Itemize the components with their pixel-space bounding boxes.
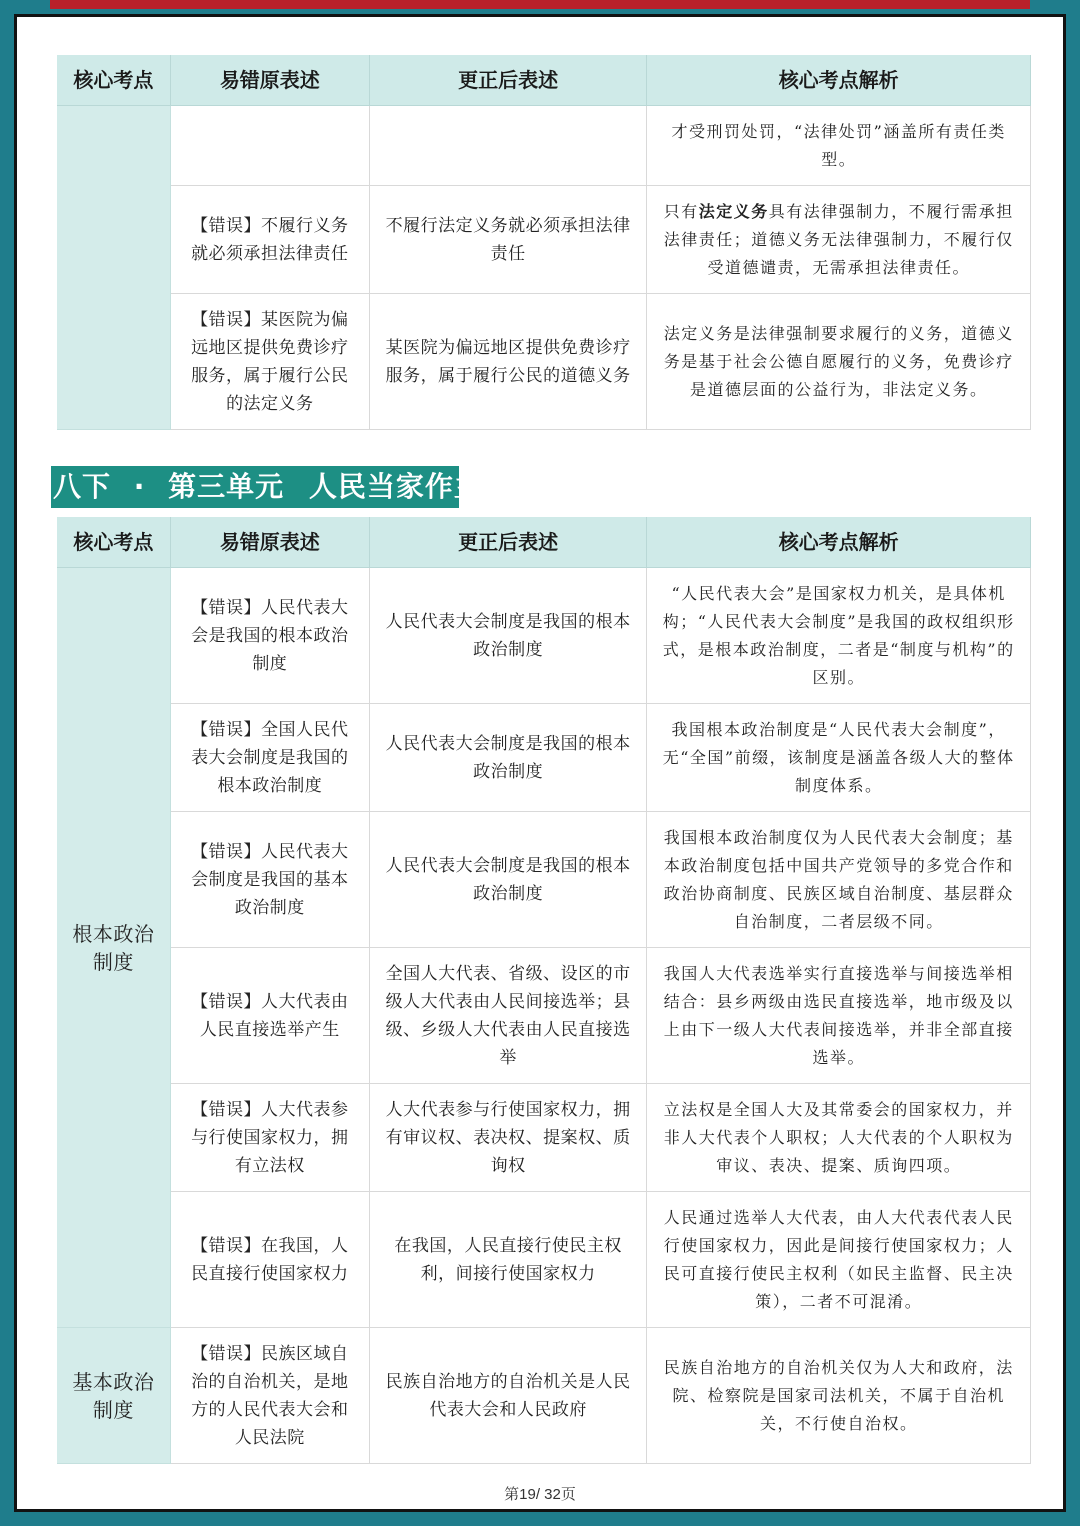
wrong-cell: 【错误】人民代表大会制度是我国的基本政治制度 — [170, 812, 369, 948]
correct-cell: 人民代表大会制度是我国的根本政治制度 — [369, 812, 646, 948]
analysis-emphasis: 法定义务 — [698, 201, 769, 221]
correct-cell: 不履行法定义务就必须承担法律责任 — [369, 186, 646, 294]
keypoint-fundamental-system: 根本政治制度 — [57, 568, 170, 1328]
section-unit-title: 人民当家作主 — [308, 470, 483, 503]
header-keypoint: 核心考点 — [57, 55, 170, 106]
table-header-row — [57, 517, 1031, 568]
header-analysis: 核心考点解析 — [647, 55, 1031, 106]
table-row — [57, 1192, 1031, 1328]
table-row — [57, 294, 1031, 430]
analysis-cell: 我国根本政治制度仅为人民代表大会制度；基本政治制度包括中国共产党领导的多党合作和政治协商制度、民族区域自治制度、基层群众自治制度，二者层级不同。 — [647, 812, 1031, 948]
header-analysis: 核心考点解析 — [647, 517, 1031, 568]
analysis-text: 只有 — [663, 201, 699, 221]
wrong-cell — [170, 106, 369, 186]
correct-cell: 人民代表大会制度是我国的根本政治制度 — [369, 568, 646, 704]
table-row — [57, 812, 1031, 948]
page-number: 第19/ 32页 — [504, 1486, 576, 1503]
top-accent-bar — [50, 0, 1030, 9]
table-row — [57, 186, 1031, 294]
wrong-cell: 【错误】民族区域自治的自治机关，是地方的人民代表大会和人民法院 — [170, 1328, 369, 1464]
wrong-cell: 【错误】某医院为偏远地区提供免费诊疗服务，属于履行公民的法定义务 — [170, 294, 369, 430]
keypoint-basic-system: 基本政治制度 — [57, 1328, 170, 1464]
table-people-as-masters — [57, 517, 1031, 1464]
analysis-cell — [647, 186, 1031, 294]
header-wrong: 易错原表述 — [170, 517, 369, 568]
analysis-cell: “人民代表大会”是国家权力机关，是具体机构；“人民代表大会制度”是我国的政权组织形式，是根本政治制度，二者是“制度与机构”的区别。 — [647, 568, 1031, 704]
correct-cell — [369, 106, 646, 186]
correct-cell: 全国人大代表、省级、设区的市级人大代表由人民间接选举；县级、乡级人大代表由人民直接选举 — [369, 948, 646, 1084]
analysis-cell: 立法权是全国人大及其常委会的国家权力，并非人大代表个人职权；人大代表的个人职权为审议、表决、提案、质询四项。 — [647, 1084, 1031, 1192]
correct-cell: 在我国，人民直接行使民主权利，间接行使国家权力 — [369, 1192, 646, 1328]
table-row — [57, 1328, 1031, 1464]
table-row — [57, 1084, 1031, 1192]
table-row — [57, 568, 1031, 704]
header-wrong: 易错原表述 — [170, 55, 369, 106]
analysis-cell: 法定义务是法律强制要求履行的义务，道德义务是基于社会公德自愿履行的义务，免费诊疗是道德层面的公益行为，非法定义务。 — [647, 294, 1031, 430]
correct-cell: 某医院为偏远地区提供免费诊疗服务，属于履行公民的道德义务 — [369, 294, 646, 430]
correct-cell: 人民代表大会制度是我国的根本政治制度 — [369, 704, 646, 812]
wrong-cell: 【错误】在我国，人民直接行使国家权力 — [170, 1192, 369, 1328]
section-grade: 八下 — [53, 470, 112, 503]
table-row — [57, 704, 1031, 812]
keypoint-cell — [57, 106, 170, 430]
analysis-cell: 才受刑罚处罚，“法律处罚”涵盖所有责任类型。 — [647, 106, 1031, 186]
wrong-cell: 【错误】人民代表大会是我国的根本政治制度 — [170, 568, 369, 704]
analysis-cell: 民族自治地方的自治机关仅为人大和政府，法院、检察院是国家司法机关，不属于自治机关，不行使自治权。 — [647, 1328, 1031, 1464]
wrong-cell: 【错误】不履行义务就必须承担法律责任 — [170, 186, 369, 294]
analysis-cell: 我国根本政治制度是“人民代表大会制度”，无“全国”前缀，该制度是涵盖各级人大的整体制度体系。 — [647, 704, 1031, 812]
table-header-row — [57, 55, 1031, 106]
header-correct: 更正后表述 — [369, 55, 646, 106]
wrong-cell: 【错误】人大代表由人民直接选举产生 — [170, 948, 369, 1084]
correct-cell: 人大代表参与行使国家权力，拥有审议权、表决权、提案权、质询权 — [369, 1084, 646, 1192]
header-correct: 更正后表述 — [369, 517, 646, 568]
section-dot: · — [133, 470, 146, 503]
table-legal-obligations — [57, 55, 1031, 430]
table-row — [57, 106, 1031, 186]
analysis-cell: 人民通过选举人大代表，由人大代表代表人民行使国家权力，因此是间接行使国家权力；人民可直接行使民主权利（如民主监督、民主决策），二者不可混淆。 — [647, 1192, 1031, 1328]
header-keypoint: 核心考点 — [57, 517, 170, 568]
correct-cell: 民族自治地方的自治机关是人民代表大会和人民政府 — [369, 1328, 646, 1464]
wrong-cell: 【错误】人大代表参与行使国家权力，拥有立法权 — [170, 1084, 369, 1192]
wrong-cell: 【错误】全国人民代表大会制度是我国的根本政治制度 — [170, 704, 369, 812]
analysis-text: 具有法律强制力，不履行需承担法律责任；道德义务无法律强制力，不履行仅受道德谴责，无需承担法律责任。 — [663, 201, 1014, 277]
analysis-cell: 我国人大代表选举实行直接选举与间接选举相结合：县乡两级由选民直接选举，地市级及以上由下一级人大代表间接选举，并非全部直接选举。 — [647, 948, 1031, 1084]
section-title — [51, 466, 483, 508]
table-row — [57, 948, 1031, 1084]
section-unit: 第三单元 — [168, 470, 285, 503]
